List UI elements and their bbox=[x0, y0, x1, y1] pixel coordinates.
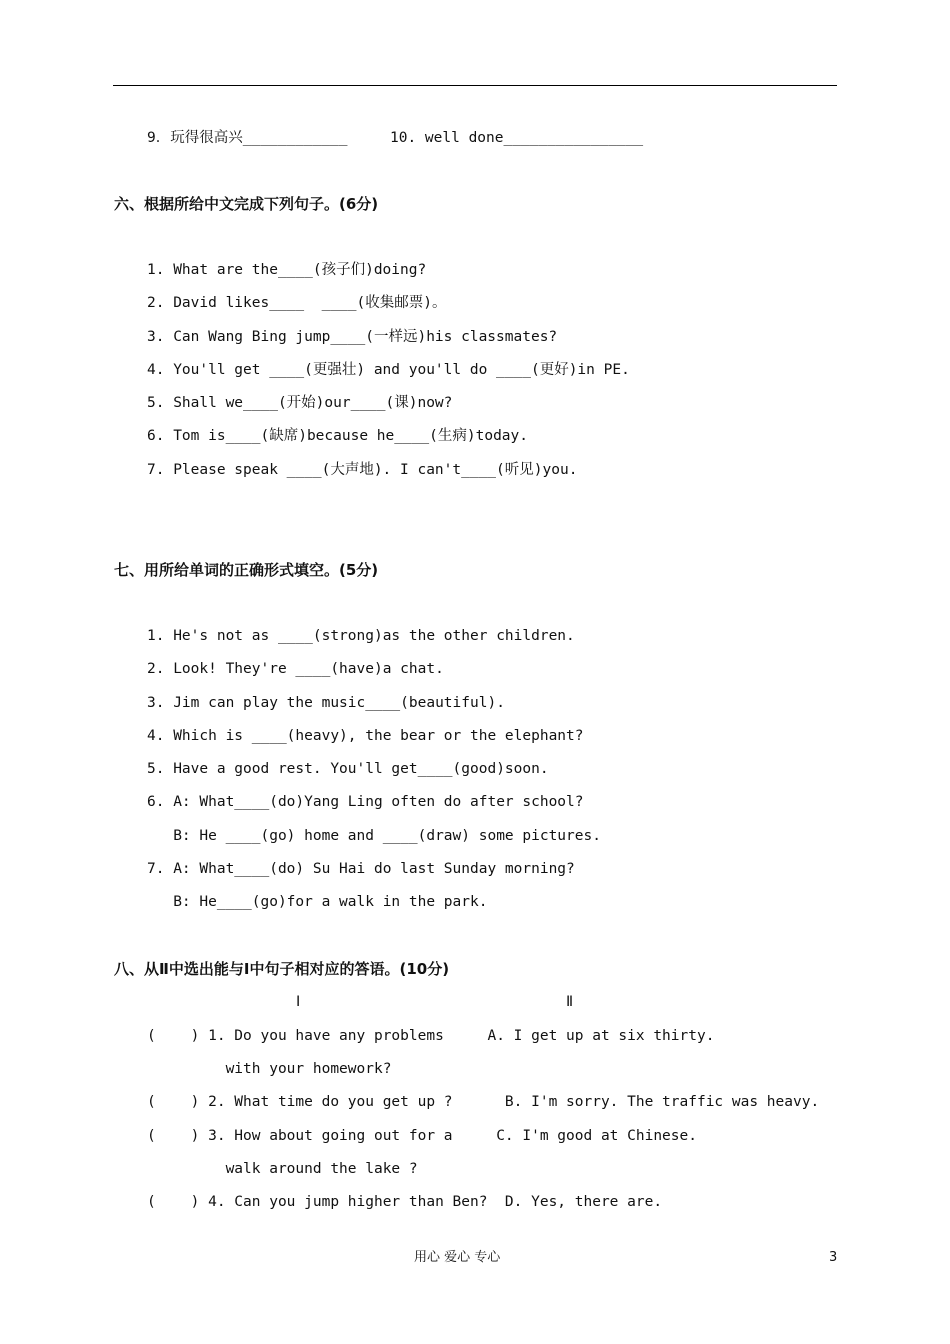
footer-motto: 用心 爱心 专心 bbox=[414, 1250, 501, 1265]
column-one-label: Ⅰ bbox=[296, 994, 301, 1010]
section-7-item: 2. Look! They're ____(have)a chat. bbox=[147, 661, 444, 677]
section-7-item: 4. Which is ____(heavy), the bear or the elephant? bbox=[147, 728, 584, 744]
section-7-item: 3. Jim can play the music____(beautiful). bbox=[147, 695, 505, 711]
section-7-item: 7. A: What____(do) Su Hai do last Sunday morning? bbox=[147, 861, 575, 877]
matching-row: ( ) 4. Can you jump higher than Ben? D. Yes, there are. bbox=[147, 1194, 663, 1210]
section-6-heading: 六、根据所给中文完成下列句子。(6分) bbox=[114, 195, 379, 213]
matching-row: ( ) 3. How about going out for a C. I'm good at Chinese. bbox=[147, 1128, 697, 1144]
matching-row: ( ) 2. What time do you get up ? B. I'm sorry. The traffic was heavy. bbox=[147, 1094, 820, 1110]
vocab-item-9: 9．玩得很高兴____________ bbox=[147, 130, 348, 146]
section-7-item: 1. He's not as ____(strong)as the other children. bbox=[147, 628, 575, 644]
vocab-item-10: 10. well done________________ bbox=[390, 130, 644, 146]
section-7-item: 6. A: What____(do)Yang Ling often do after school? bbox=[147, 794, 584, 810]
section-7-item: B: He____(go)for a walk in the park. bbox=[147, 894, 488, 910]
matching-row: with your homework? bbox=[147, 1061, 392, 1077]
section-7-item: 5. Have a good rest. You'll get____(good)soon. bbox=[147, 761, 549, 777]
section-7-heading: 七、用所给单词的正确形式填空。(5分) bbox=[114, 561, 379, 579]
section-8-heading: 八、从Ⅱ中选出能与Ⅰ中句子相对应的答语。(10分) bbox=[114, 960, 450, 978]
matching-row: walk around the lake ? bbox=[147, 1161, 418, 1177]
section-6-item: 6. Tom is____(缺席)because he____(生病)today. bbox=[147, 428, 528, 444]
section-6-item: 1. What are the____(孩子们)doing? bbox=[147, 262, 427, 278]
matching-row: ( ) 1. Do you have any problems A. I get up at six thirty. bbox=[147, 1028, 715, 1044]
section-7-item: B: He ____(go) home and ____(draw) some pictures. bbox=[147, 828, 601, 844]
section-6-item: 3. Can Wang Bing jump____(一样远)his classmates? bbox=[147, 329, 558, 345]
header-rule bbox=[113, 85, 837, 86]
section-6-item: 5. Shall we____(开始)our____(课)now? bbox=[147, 395, 453, 411]
section-6-item: 4. You'll get ____(更强壮) and you'll do ____(更好)in PE. bbox=[147, 362, 630, 378]
page-number: 3 bbox=[829, 1250, 838, 1265]
section-6-item: 7. Please speak ____(大声地). I can't____(听见)you. bbox=[147, 462, 578, 478]
section-6-item: 2. David likes____ ____(收集邮票)。 bbox=[147, 295, 447, 311]
column-two-label: Ⅱ bbox=[566, 994, 574, 1010]
